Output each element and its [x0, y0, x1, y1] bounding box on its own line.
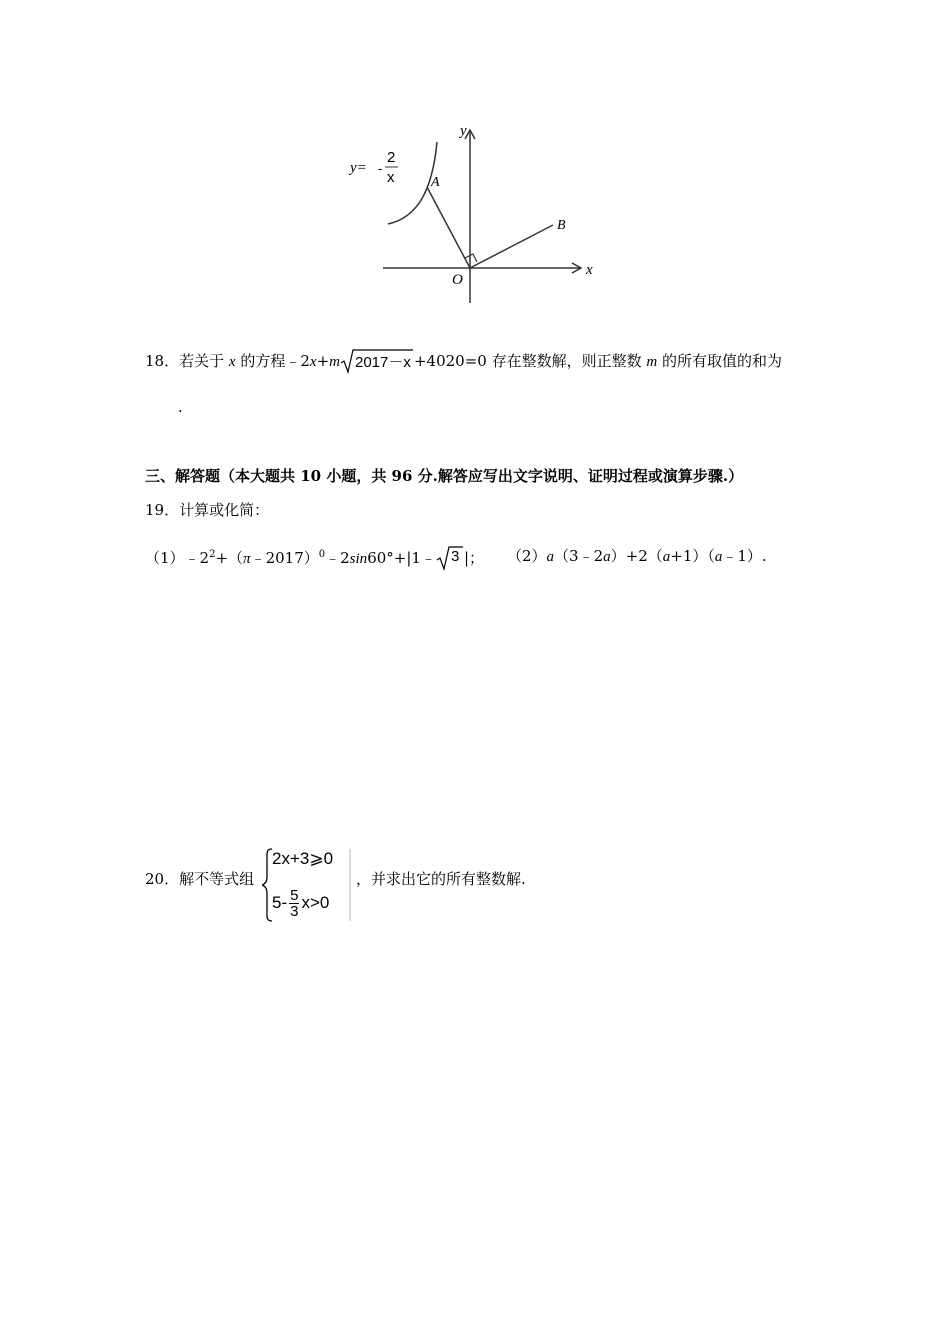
q20-inequality-2 [272, 888, 329, 919]
q19-p1-e: 60°+|1﹣ [367, 549, 436, 567]
q19-radicand: 3 [450, 548, 460, 565]
q19-part-2 [507, 545, 767, 566]
question-20 [145, 868, 254, 889]
q20-ineq2-b: x>0 [301, 892, 330, 912]
q19-p1-a: （1）﹣2 [145, 549, 210, 567]
q19-p1-c: ﹣2017） [250, 549, 319, 567]
q19-sin: sin [349, 551, 368, 567]
q19-part-1 [145, 545, 484, 569]
q19-a1: a [546, 549, 555, 565]
q18-sqrt [340, 348, 414, 372]
q18-answer-blank: . [178, 398, 183, 416]
point-a-label: A [431, 175, 440, 190]
q18-text-after: +4020=0 存在整数解，则正整数 [413, 352, 642, 370]
coordinate-figure [340, 110, 610, 310]
q18-number: 18． [145, 352, 180, 370]
q19-p2-c: ）+2（ [610, 547, 663, 565]
q19-a4: a [714, 549, 723, 565]
segment-oa [427, 187, 470, 268]
curve-label-sign: - [378, 161, 383, 176]
q19-prompt: 计算或化简： [179, 501, 270, 519]
q19-pi: π [243, 551, 251, 567]
q18-text-mid: 的方程﹣2 [240, 352, 310, 370]
q20-inequality-1: 2x+3⩾0 [272, 849, 334, 868]
q19-p1-f: |； [463, 549, 485, 567]
q19-p1-b: +（ [215, 549, 244, 567]
q19-p2-e: ﹣1）. [722, 547, 767, 565]
q18-var-m2: m [646, 354, 658, 370]
segment-ob [470, 225, 553, 268]
q19-p2-d: +1）（ [670, 547, 715, 565]
q20-prompt: 解不等式组 [179, 870, 255, 888]
q20-fraction [289, 888, 299, 919]
q18-var-m: m [329, 354, 340, 370]
q18-radicand: 2017－x [354, 354, 411, 371]
q20-inequality-system [262, 847, 354, 923]
q20-frac-num: 5 [290, 887, 299, 904]
curve-label-denominator: x [387, 169, 395, 186]
q19-number: 19． [145, 501, 180, 519]
q19-p1-d: ﹣2 [325, 549, 350, 567]
q18-var-x2: x [309, 354, 317, 370]
q19-p2-a: （2） [507, 547, 547, 565]
origin-label: O [452, 272, 463, 288]
x-axis-label: x [586, 262, 593, 278]
hyperbola-curve [388, 142, 437, 224]
q19-a2: a [603, 549, 611, 565]
y-axis-label: y [460, 123, 467, 139]
q20-number: 20． [145, 870, 180, 888]
point-b-label: B [557, 218, 566, 233]
section-3-heading: 三、解答题（本大题共 10 小题，共 96 分.解答应写出文字说明、证明过程或演算步骤.） [145, 467, 744, 485]
sqrt-symbol [436, 545, 464, 571]
q18-text-before: 若关于 [179, 352, 225, 370]
q18-plus: + [316, 352, 330, 370]
curve-label-numerator: 2 [387, 149, 396, 166]
question-18 [145, 348, 782, 372]
q20-frac-den: 3 [290, 903, 299, 920]
q19-p1-exp0: 0 [318, 549, 326, 560]
q18-var-x: x [228, 354, 236, 370]
q20-text-after: ，并求出它的所有整数解. [356, 870, 526, 888]
q19-a3: a [662, 549, 671, 565]
q19-p1-exp: 2 [209, 549, 216, 560]
question-19 [145, 499, 269, 520]
q19-sqrt [436, 545, 464, 569]
curve-label-y: y= [350, 160, 367, 176]
q18-text-end: 的所有取值的和为 [662, 352, 783, 370]
q19-p2-b: （3﹣2 [554, 547, 604, 565]
q20-ineq2-a: 5- [272, 892, 288, 912]
